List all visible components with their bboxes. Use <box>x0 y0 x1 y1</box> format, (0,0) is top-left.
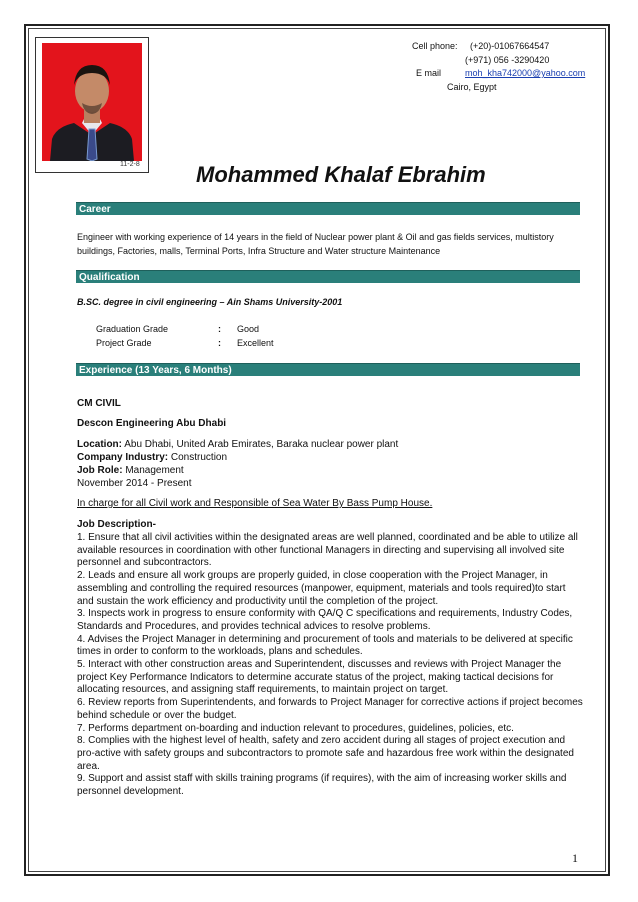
location-line <box>77 439 583 452</box>
duty-item: 8. Complies with the highest level of health, safety and zero accident during all stages of project execution and pro-active with safety groups and subcontractors to promote safe and hazardous free work within the designated area. <box>77 735 574 772</box>
role-line <box>77 465 184 478</box>
project-grade-label: Project Grade <box>96 338 152 348</box>
project-grade-sep: : <box>218 338 221 348</box>
duty-item: 5. Interact with other construction areas and Superintendent, discusses and reviews with Project Manager the project Key Performance Indicators to determine accurate status of the project, making tactical decisions for allocating resources, and assigning staff requirements, to maintain project on target. <box>77 659 562 696</box>
experience-section-header: Experience (13 Years, 6 Months) <box>76 363 580 376</box>
photo-caption: 11-2-8 <box>120 161 140 168</box>
qualification-section-header: Qualification <box>76 270 580 283</box>
candidate-name: Mohammed Khalaf Ebrahim <box>196 162 486 187</box>
cell-phone-2: (+971) 056 -3290420 <box>465 55 550 65</box>
graduation-grade-label: Graduation Grade <box>96 324 169 334</box>
duty-item: 6. Review reports from Superintendents, and forwards to Project Manager for corrective actions if project becomes behind schedule or over the budget. <box>77 697 583 721</box>
role-field-value: Management <box>122 465 184 476</box>
project-grade-value: Excellent <box>237 338 274 348</box>
industry-field-value: Construction <box>168 452 228 463</box>
location-field-label: Location: <box>77 439 122 450</box>
cell-phone-label: Cell phone: <box>412 41 458 51</box>
profile-photo <box>42 43 142 161</box>
duty-item: 7. Performs department on-boarding and induction relevant to procedures, guidelines, policies, etc. <box>77 722 514 734</box>
duty-item: 3. Inspects work in progress to ensure conformity with QA/Q C specifications and requirements, Industry Codes, Standards and Procedures, and provides technical advices to resolve problems. <box>77 608 573 632</box>
email-link[interactable] <box>465 68 585 78</box>
charge-statement: In charge for all Civil work and Responsible of Sea Water By Bass Pump House. <box>77 498 433 509</box>
cell-phone-1: (+20)-01067664547 <box>470 41 550 51</box>
graduation-grade-sep: : <box>218 324 221 334</box>
job-description-title: Job Description- <box>77 519 156 530</box>
duty-item: 4. Advises the Project Manager in determining and procurement of tools and materials to be delivered at specific times in order to conform to the workloads, plans and schedules. <box>77 633 573 658</box>
duties-list <box>77 532 583 799</box>
page-number: 1 <box>572 851 578 865</box>
location-text: Cairo, Egypt <box>447 82 497 92</box>
position-title: CM CIVIL <box>77 398 121 409</box>
email-label: E mail <box>416 68 442 78</box>
career-summary: Engineer with working experience of 14 years in the field of Nuclear power plant & Oil and gas fields services, multistory buildings, Factories, malls, Terminal Ports, Infra Structure and Water structure Maintenance <box>77 232 554 256</box>
duty-item: 2. Leads and ensure all work groups are properly guided, in close cooperation with the Project Manager, in assembling and controlling the required resources (manpower, equipment, materials and tools required)to start and sustain the work efficiency and productivity until the completion of the project. <box>77 570 566 607</box>
duty-item: 1. Ensure that all civil activities within the designated areas are well planned, coordinated and be able to utilize all available resources in coordination with other functional Managers in directing and supervising all involved site personnel and subcontractors. <box>77 532 578 569</box>
employment-period: November 2014 - Present <box>77 478 192 489</box>
company-name: Descon Engineering Abu Dhabi <box>77 418 227 429</box>
location-field-value: Abu Dhabi, United Arab Emirates, Baraka nuclear power plant <box>122 439 399 450</box>
duty-item: 9. Support and assist staff with skills training programs (if requires), with the aim of increasing worker skills and personnel development. <box>77 773 567 798</box>
email-address[interactable]: moh_kha742000@yahoo.com <box>465 68 586 78</box>
industry-field-label: Company Industry: <box>77 452 169 463</box>
career-section-header: Career <box>76 202 580 215</box>
industry-line <box>77 452 227 465</box>
graduation-grade-value: Good <box>237 324 260 334</box>
person-portrait-icon <box>42 43 142 161</box>
degree-text: B.SC. degree in civil engineering – Ain Shams University-2001 <box>77 297 343 307</box>
role-field-label: Job Role: <box>77 465 123 476</box>
